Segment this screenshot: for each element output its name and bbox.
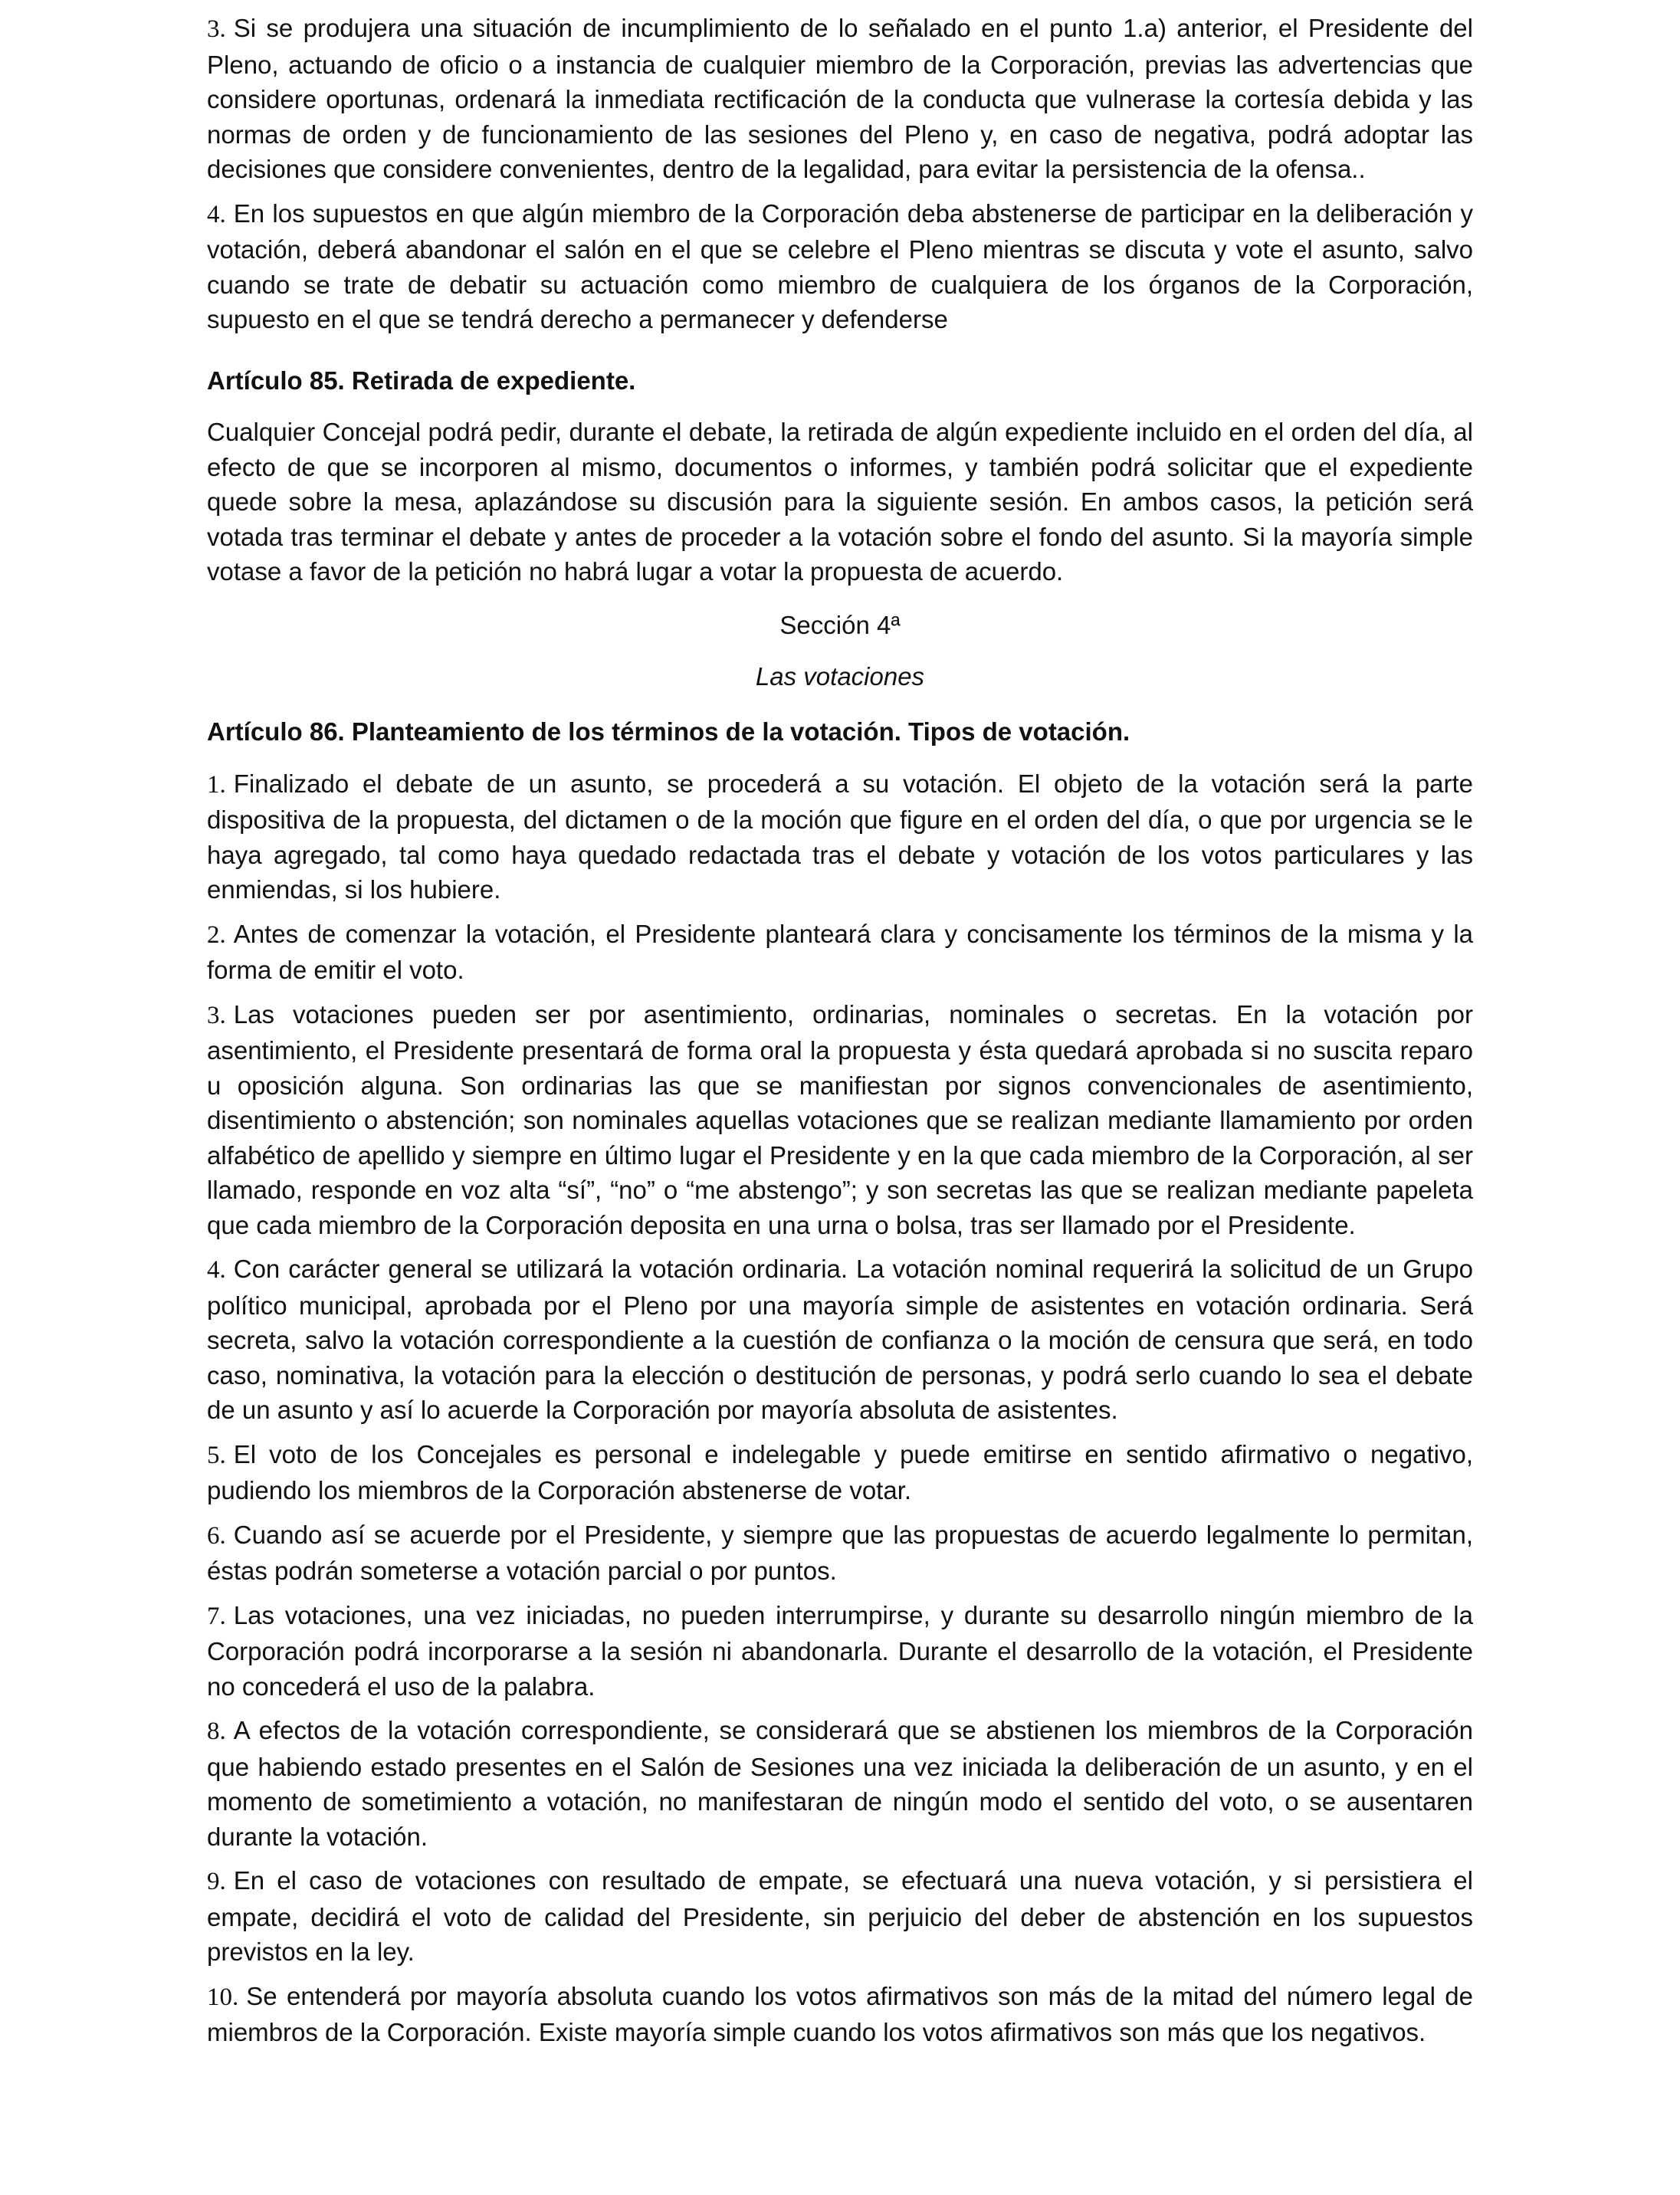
article-86-title: Artículo 86. Planteamiento de los términos de la votación. Tipos de votación. xyxy=(207,717,1130,746)
item-text: Si se produjera una situación de incumplimiento de lo señalado en el punto 1.a) anterior, el Presidente del Pleno, actuando de oficio o a instancia de cualquier miembro de la Corporación, previas las advertencias que considere oportunas, ordenará la inmediata rectificación de la conducta que vulnerase la cortesía debida y las normas de orden y de funcionamiento de las sesiones del Pleno y, en caso de negativa, podrá adoptar las decisiones que considere convenientes, dentro de la legalidad, para evitar la persistencia de la ofensa.. xyxy=(207,14,1473,183)
item-text: Con carácter general se utilizará la votación ordinaria. La votación nominal requerirá la solicitud de un Grupo político municipal, aprobada por el Pleno por una mayoría simple de asistentes en votación ordinaria. Será secreta, salvo la votación correspondiente a la cuestión de confianza o la moción de censura que será, en todo caso, nominativa, la votación para la elección o destitución de personas, y podrá serlo cuando lo sea el debate de un asunto y así lo acuerde la Corporación por mayoría absoluta de asistentes. xyxy=(207,1255,1473,1424)
item-text: En el caso de votaciones con resultado de empate, se efectuará una nueva votación, y si persistiera el empate, decidirá el voto de calidad del Presidente, sin perjuicio del deber de abstención en los supuestos previstos en la ley. xyxy=(207,1866,1473,1966)
article-86-item-3 xyxy=(207,997,1473,1243)
item-number: 7. xyxy=(207,1602,226,1630)
item-number: 10. xyxy=(207,1983,239,2011)
item-text: Cuando así se acuerde por el Presidente, y siempre que las propuestas de acuerdo legalmente lo permitan, éstas podrán someterse a votación parcial o por puntos. xyxy=(207,1520,1473,1585)
article-86-item-8 xyxy=(207,1713,1473,1854)
item-number: 4. xyxy=(207,1256,226,1284)
item-text: En los supuestos en que algún miembro de la Corporación deba abstenerse de participar en la deliberación y votación, deberá abandonar el salón en el que se celebre el Pleno mientras se discuta y vote el asunto, salvo cuando se trate de debatir su actuación como miembro de cualquiera de los órganos de la Corporación, supuesto en el que se tendrá derecho a permanecer y defenderse xyxy=(207,199,1473,333)
article-86-item-6 xyxy=(207,1517,1473,1589)
paragraph-intro-4 xyxy=(207,196,1473,337)
section-subtitle: Las votaciones xyxy=(755,662,925,691)
article-85-title: Artículo 85. Retirada de expediente. xyxy=(207,366,636,395)
item-number: 3. xyxy=(207,15,226,43)
document-page xyxy=(207,11,1473,2059)
article-86-item-2 xyxy=(207,917,1473,988)
item-text: Las votaciones, una vez iniciadas, no pueden interrumpirse, y durante su desarrollo ningún miembro de la Corporación podrá incorporarse a la sesión ni abandonarla. Durante el desarrollo de la votación, el Presidente no concederá el uso de la palabra. xyxy=(207,1600,1473,1701)
paragraph-intro-3 xyxy=(207,11,1473,187)
item-text: Finalizado el debate de un asunto, se procederá a su votación. El objeto de la votación será la parte dispositiva de la propuesta, del dictamen o de la moción que figure en el orden del día, o que por urgencia se le haya agregado, tal como haya quedado redactada tras el debate y votación de los votos particulares y las enmiendas, si los hubiere. xyxy=(207,769,1473,904)
item-number: 3. xyxy=(207,1001,226,1029)
article-86-item-4 xyxy=(207,1252,1473,1428)
item-text: El voto de los Concejales es personal e indelegable y puede emitirse en sentido afirmativo o negativo, pudiendo los miembros de la Corporación abstenerse de votar. xyxy=(207,1439,1473,1504)
item-number: 1. xyxy=(207,770,226,799)
item-text: Antes de comenzar la votación, el Presidente planteará clara y concisamente los términos de la misma y la forma de emitir el voto. xyxy=(207,919,1473,984)
article-86-item-5 xyxy=(207,1437,1473,1508)
article-86-item-9 xyxy=(207,1863,1473,1970)
item-number: 5. xyxy=(207,1441,226,1469)
article-86-item-7 xyxy=(207,1598,1473,1704)
item-number: 9. xyxy=(207,1868,226,1895)
item-number: 6. xyxy=(207,1521,226,1550)
item-number: 4. xyxy=(207,200,226,228)
item-text: Las votaciones pueden ser por asentimiento, ordinarias, nominales o secretas. En la votación por asentimiento, el Presidente presentará de forma oral la propuesta y ésta quedará aprobada si no suscita reparo u oposición alguna. Son ordinarias las que se manifiestan por signos convencionales de asentimiento, disentimiento o abstención; son nominales aquellas votaciones que se realizan mediante llamamiento por orden alfabético de apellido y siempre en último lugar el Presidente y en la que cada miembro de la Corporación, al ser llamado, responde en voz alta “sí”, “no” o “me abstengo”; y son secretas las que se realizan mediante papeleta que cada miembro de la Corporación deposita en una urna o bolsa, tras ser llamado por el Presidente. xyxy=(207,999,1473,1239)
item-text: Se entenderá por mayoría absoluta cuando los votos afirmativos son más de la mitad del número legal de miembros de la Corporación. Existe mayoría simple cuando los votos afirmativos son más que los negativos. xyxy=(207,1981,1473,2046)
section-heading: Sección 4ª xyxy=(779,610,901,639)
item-text: A efectos de la votación correspondiente, se considerará que se abstienen los miembros de la Corporación que habiendo estado presentes en el Salón de Sesiones una vez iniciada la deliberación de un asunto, y en el momento de sometimiento a votación, no manifestaran de ningún modo el sentido del voto, o se ausentaren durante la votación. xyxy=(207,1716,1473,1851)
article-86-item-10 xyxy=(207,1979,1473,2050)
item-number: 8. xyxy=(207,1718,226,1745)
article-85-text: Cualquier Concejal podrá pedir, durante el debate, la retirada de algún expediente incluido en el orden del día, al efecto de que se incorporen al mismo, documentos o informes, y también podrá solicitar que el expediente quede sobre la mesa, aplazándose su discusión para la siguiente sesión. En ambos casos, la petición será votada tras terminar el debate y antes de proceder a la votación sobre el fondo del asunto. Si la mayoría simple votase a favor de la petición no habrá lugar a votar la propuesta de acuerdo. xyxy=(207,418,1473,586)
item-number: 2. xyxy=(207,920,226,949)
article-86-item-1 xyxy=(207,766,1473,907)
